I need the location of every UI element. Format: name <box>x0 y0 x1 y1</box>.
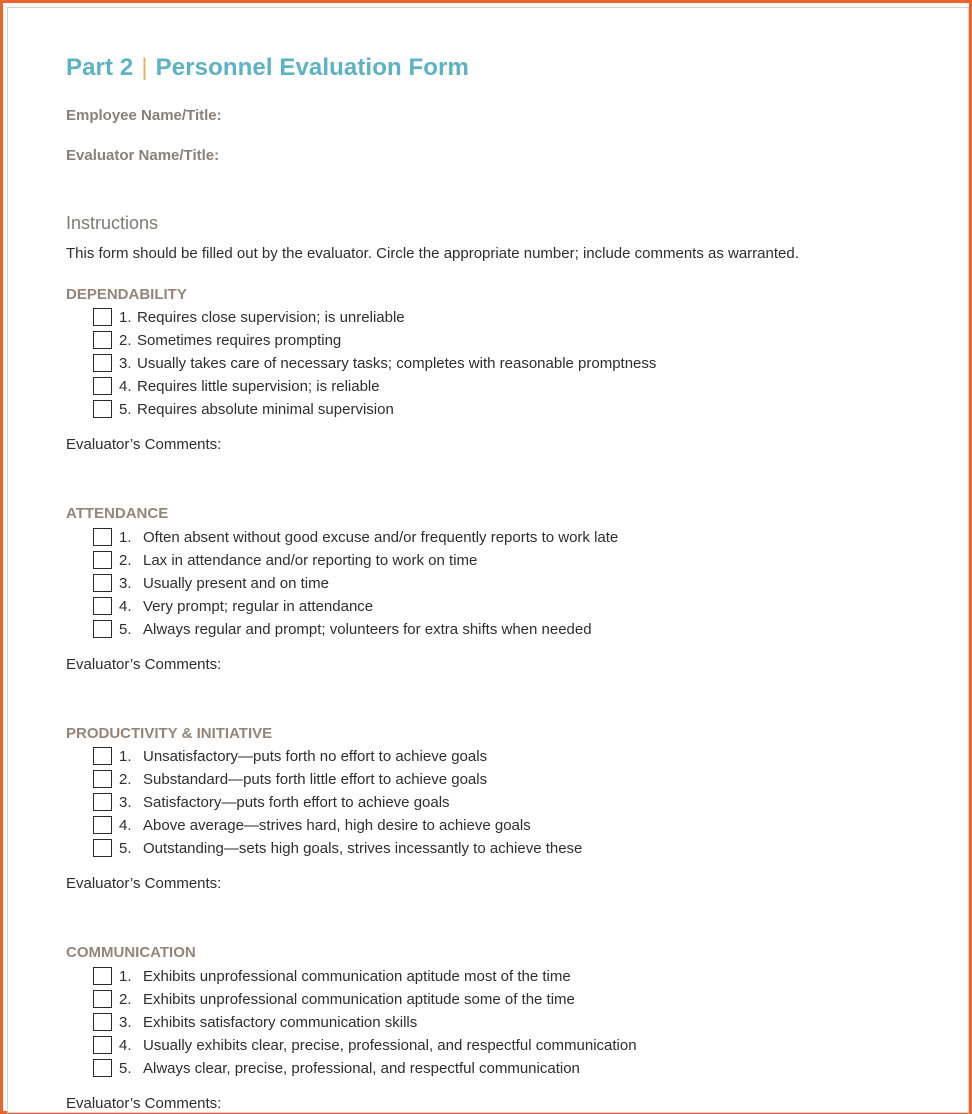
option-number: 1. <box>119 747 132 765</box>
evaluator-comments-label: Evaluator’s Comments: <box>66 656 222 673</box>
option-number: 1. <box>119 528 132 546</box>
checkbox[interactable] <box>93 770 112 788</box>
evaluator-name-label: Evaluator Name/Title: <box>66 147 220 164</box>
checkbox[interactable] <box>93 377 112 395</box>
option-row <box>93 1034 637 1056</box>
option-text: Satisfactory—puts forth effort to achieve goals <box>143 793 450 811</box>
option-number: 3. <box>119 574 132 592</box>
option-number: 4. <box>119 377 132 395</box>
checkbox[interactable] <box>93 597 112 615</box>
option-row <box>93 549 477 571</box>
checkbox[interactable] <box>93 747 112 765</box>
checkbox[interactable] <box>93 574 112 592</box>
option-text: Exhibits unprofessional communication aptitude most of the time <box>143 967 571 985</box>
employee-name-label: Employee Name/Title: <box>66 107 222 124</box>
checkbox[interactable] <box>93 620 112 638</box>
option-row <box>93 306 405 328</box>
option-text: Very prompt; regular in attendance <box>143 597 374 615</box>
option-text: Exhibits satisfactory communication skills <box>143 1013 418 1031</box>
section-heading: COMMUNICATION <box>66 944 196 961</box>
option-row <box>93 572 329 594</box>
option-number: 4. <box>119 816 132 834</box>
option-row <box>93 352 656 374</box>
option-text: Substandard—puts forth little effort to achieve goals <box>143 770 488 788</box>
evaluator-comments-label: Evaluator’s Comments: <box>66 1095 222 1112</box>
checkbox[interactable] <box>93 331 112 349</box>
option-text: Lax in attendance and/or reporting to work on time <box>143 551 478 569</box>
evaluator-comments-label: Evaluator’s Comments: <box>66 875 222 892</box>
option-text: Above average—strives hard, high desire to achieve goals <box>143 816 531 834</box>
option-number: 2. <box>119 551 132 569</box>
option-row <box>93 791 450 813</box>
checkbox[interactable] <box>93 400 112 418</box>
option-row <box>93 768 487 790</box>
title-separator: | <box>141 54 148 81</box>
checkbox[interactable] <box>93 967 112 985</box>
option-text: Exhibits unprofessional communication aptitude some of the time <box>143 990 575 1008</box>
checkbox[interactable] <box>93 1013 112 1031</box>
option-row <box>93 745 487 767</box>
option-number: 3. <box>119 354 132 372</box>
option-row <box>93 375 380 397</box>
checkbox[interactable] <box>93 1036 112 1054</box>
option-row <box>93 988 575 1010</box>
option-number: 1. <box>119 308 132 326</box>
option-number: 2. <box>119 990 132 1008</box>
option-text: Usually exhibits clear, precise, professional, and respectful communication <box>143 1036 637 1054</box>
option-number: 3. <box>119 1013 132 1031</box>
checkbox[interactable] <box>93 839 112 857</box>
option-number: 2. <box>119 770 132 788</box>
option-text: Requires close supervision; is unreliable <box>137 308 405 326</box>
checkbox[interactable] <box>93 551 112 569</box>
checkbox[interactable] <box>93 793 112 811</box>
option-number: 2. <box>119 331 132 349</box>
option-row <box>93 837 582 859</box>
option-text: Requires absolute minimal supervision <box>137 400 394 418</box>
option-number: 3. <box>119 793 132 811</box>
checkbox[interactable] <box>93 354 112 372</box>
page-title <box>66 54 469 82</box>
option-text: Often absent without good excuse and/or frequently reports to work late <box>143 528 619 546</box>
option-row <box>93 814 531 836</box>
option-row <box>93 1011 417 1033</box>
section-heading: ATTENDANCE <box>66 505 169 522</box>
option-row <box>93 595 373 617</box>
option-text: Unsatisfactory—puts forth no effort to achieve goals <box>143 747 488 765</box>
document-page <box>7 7 969 1113</box>
option-text: Usually takes care of necessary tasks; completes with reasonable promptness <box>137 354 657 372</box>
title-text: Personnel Evaluation Form <box>155 54 469 81</box>
option-number: 1. <box>119 967 132 985</box>
title-part: Part 2 <box>66 54 134 81</box>
section-heading: PRODUCTIVITY & INITIATIVE <box>66 725 273 742</box>
option-number: 4. <box>119 597 132 615</box>
option-text: Always clear, precise, professional, and respectful communication <box>143 1059 580 1077</box>
instructions-heading: Instructions <box>66 213 159 233</box>
option-row <box>93 526 618 548</box>
option-text: Requires little supervision; is reliable <box>137 377 380 395</box>
option-text: Sometimes requires prompting <box>137 331 342 349</box>
checkbox[interactable] <box>93 528 112 546</box>
option-row <box>93 618 592 640</box>
option-number: 5. <box>119 400 132 418</box>
option-number: 4. <box>119 1036 132 1054</box>
instructions-text: This form should be filled out by the evaluator. Circle the appropriate number; include comments as warranted. <box>66 245 799 262</box>
option-row <box>93 1057 580 1079</box>
section-heading: DEPENDABILITY <box>66 286 187 303</box>
option-row <box>93 329 341 351</box>
checkbox[interactable] <box>93 308 112 326</box>
option-row <box>93 398 394 420</box>
option-number: 5. <box>119 620 132 638</box>
option-text: Always regular and prompt; volunteers for extra shifts when needed <box>143 620 592 638</box>
option-number: 5. <box>119 839 132 857</box>
option-text: Outstanding—sets high goals, strives incessantly to achieve these <box>143 839 583 857</box>
option-number: 5. <box>119 1059 132 1077</box>
option-text: Usually present and on time <box>143 574 329 592</box>
evaluator-comments-label: Evaluator’s Comments: <box>66 436 222 453</box>
option-row <box>93 965 571 987</box>
checkbox[interactable] <box>93 990 112 1008</box>
checkbox[interactable] <box>93 1059 112 1077</box>
checkbox[interactable] <box>93 816 112 834</box>
